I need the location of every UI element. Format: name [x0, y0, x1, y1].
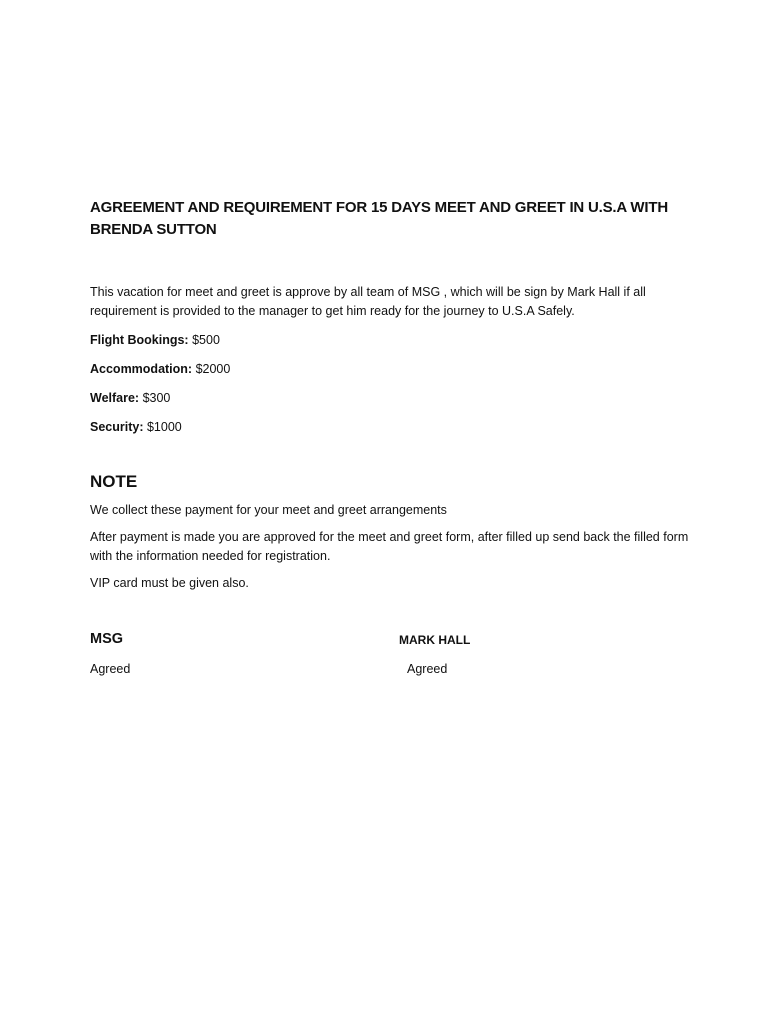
fee-accommodation	[90, 360, 690, 379]
fee-label: Flight Bookings:	[90, 333, 189, 347]
signatory-msg-name: MSG	[90, 631, 124, 647]
note-paragraph: We collect these payment for your meet and greet arrangements	[90, 503, 447, 517]
fee-welfare	[90, 389, 690, 408]
fee-value: $300	[139, 391, 171, 405]
signatory-mark-hall-name: MARK HALL	[399, 633, 471, 647]
fee-flight-bookings	[90, 331, 690, 350]
fee-value: $1000	[143, 420, 182, 434]
document-page	[90, 197, 690, 691]
fee-label: Accommodation:	[90, 362, 193, 376]
signatory-msg-status: Agreed	[90, 662, 131, 676]
fee-security	[90, 418, 690, 437]
signatory-mark-hall-status: Agreed	[407, 662, 448, 676]
signature-block	[90, 631, 690, 691]
intro-paragraph: This vacation for meet and greet is approve by all team of MSG , which will be sign by Mark Hall if all requirement is provided to the manager to get him ready for the journey to U.S.A Safely.	[90, 285, 646, 318]
fee-label: Welfare:	[90, 391, 140, 405]
fee-label: Security:	[90, 420, 144, 434]
note-paragraph: After payment is made you are approved for the meet and greet form, after filled up send back the filled form with the information needed for registration.	[90, 530, 689, 563]
fee-value: $500	[188, 333, 220, 347]
document-title: AGREEMENT AND REQUIREMENT FOR 15 DAYS MEET AND GREET IN U.S.A WITH BRENDA SUTTON	[90, 199, 668, 238]
note-paragraph: VIP card must be given also.	[90, 576, 249, 590]
note-heading: NOTE	[90, 472, 138, 491]
fee-value: $2000	[192, 362, 231, 376]
